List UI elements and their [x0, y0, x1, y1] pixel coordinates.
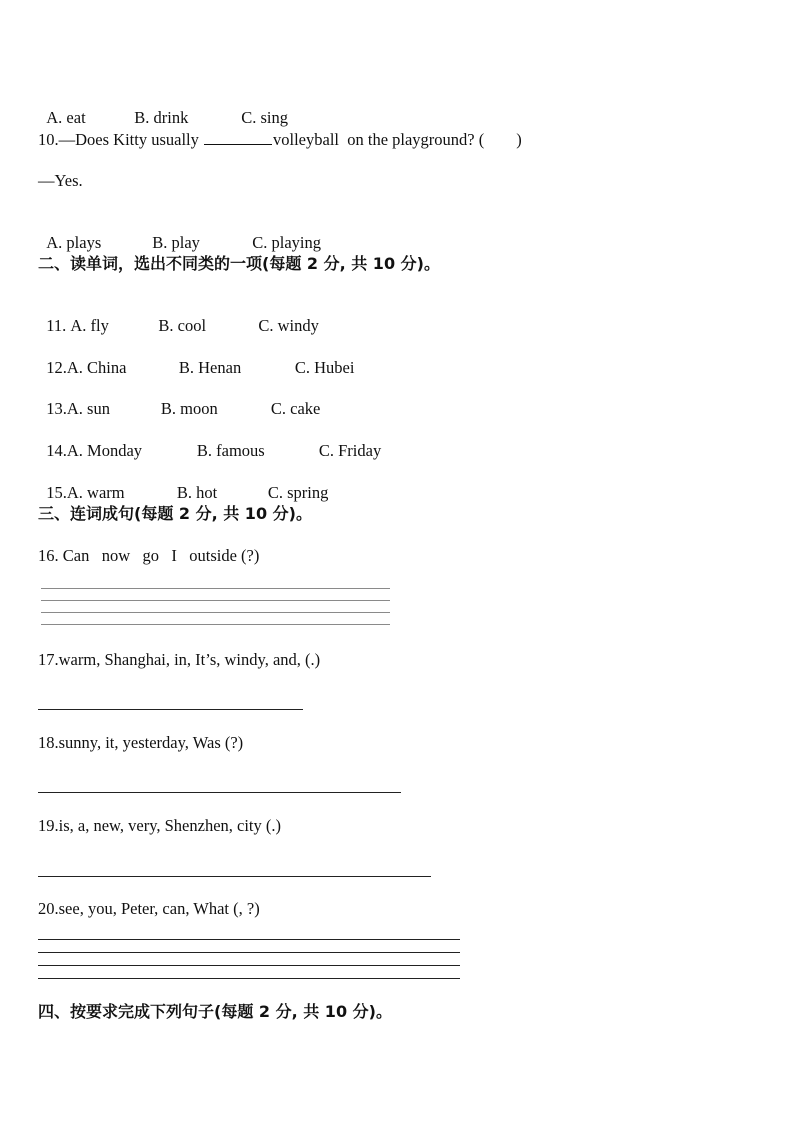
section4-heading: 四、按要求完成下列句子(每题 2 分, 共 10 分)。 [38, 1002, 392, 1021]
q11-option-a: A. fly [70, 316, 109, 335]
q15-number: 15. [46, 483, 67, 502]
q13 [38, 379, 320, 419]
q15-option-c: C. spring [267, 483, 329, 502]
q18-number: 18. [38, 733, 59, 752]
q10-option-c: C. playing [252, 233, 321, 252]
q10-number: 10. [38, 130, 59, 149]
q15 [38, 463, 328, 503]
q10-options [38, 213, 321, 253]
q20-writing-line-1[interactable] [38, 939, 460, 940]
q20-writing-line-4[interactable] [38, 978, 460, 979]
q17 [38, 650, 320, 670]
q11-option-c: C. windy [258, 316, 319, 335]
q10-question [38, 130, 522, 150]
q9-option-c: C. sing [241, 108, 289, 127]
q12-option-a: A. China [66, 358, 127, 377]
q12-number: 12. [46, 358, 67, 377]
q10-option-a: A. plays [46, 233, 102, 252]
q15-option-a: A. warm [66, 483, 125, 502]
q16-writing-line-1[interactable] [41, 588, 390, 589]
q14-option-a: A. Monday [66, 441, 143, 460]
q10-answer-blank[interactable] [204, 130, 272, 145]
q18-answer-line[interactable] [38, 792, 401, 793]
q18 [38, 733, 243, 753]
q14 [38, 421, 381, 461]
q15-option-b: B. hot [176, 483, 218, 502]
q12 [38, 338, 354, 378]
q19-number: 19. [38, 816, 59, 835]
q18-words: sunny, it, yesterday, Was (?) [58, 733, 244, 752]
q13-option-a: A. sun [66, 399, 110, 418]
q11-number: 11. [46, 316, 71, 335]
q11-option-b: B. cool [158, 316, 207, 335]
q19-words: is, a, new, very, Shenzhen, city (.) [58, 816, 281, 835]
q14-option-b: B. famous [196, 441, 265, 460]
q9-option-b: B. drink [134, 108, 189, 127]
q13-option-c: C. cake [270, 399, 321, 418]
q13-option-b: B. moon [160, 399, 218, 418]
q19 [38, 816, 281, 836]
q16-words: Can now go I outside (?) [62, 546, 260, 565]
q9-options [38, 88, 288, 128]
q16-writing-line-2[interactable] [41, 600, 390, 601]
q20-number: 20. [38, 899, 59, 918]
q10-prefix: —Does Kitty usually [58, 130, 203, 149]
q14-number: 14. [46, 441, 67, 460]
q11 [38, 296, 319, 336]
q20-writing-line-2[interactable] [38, 952, 460, 953]
q14-option-c: C. Friday [318, 441, 382, 460]
q10-close-paren: ) [516, 130, 522, 149]
q12-option-c: C. Hubei [294, 358, 355, 377]
q16-writing-line-3[interactable] [41, 612, 390, 613]
q19-answer-line[interactable] [38, 876, 431, 877]
q17-number: 17. [38, 650, 59, 669]
q10-suffix: volleyball on the playground? ( [273, 130, 485, 149]
section3-heading: 三、连词成句(每题 2 分, 共 10 分)。 [38, 504, 312, 523]
q17-answer-line[interactable] [38, 709, 303, 710]
q20-writing-line-3[interactable] [38, 965, 460, 966]
q13-number: 13. [46, 399, 67, 418]
q10-option-b: B. play [152, 233, 200, 252]
q9-option-a: A. eat [46, 108, 86, 127]
q16-number: 16. [38, 546, 63, 565]
q16 [38, 546, 259, 566]
q20-words: see, you, Peter, can, What (, ?) [58, 899, 260, 918]
q16-writing-line-4[interactable] [41, 624, 390, 625]
q17-words: warm, Shanghai, in, It’s, windy, and, (.) [58, 650, 321, 669]
q20 [38, 899, 260, 919]
section2-heading: 二、读单词，选出不同类的一项(每题 2 分, 共 10 分)。 [38, 254, 440, 273]
q12-option-b: B. Henan [178, 358, 242, 377]
q10-answer-line: —Yes. [38, 171, 83, 190]
